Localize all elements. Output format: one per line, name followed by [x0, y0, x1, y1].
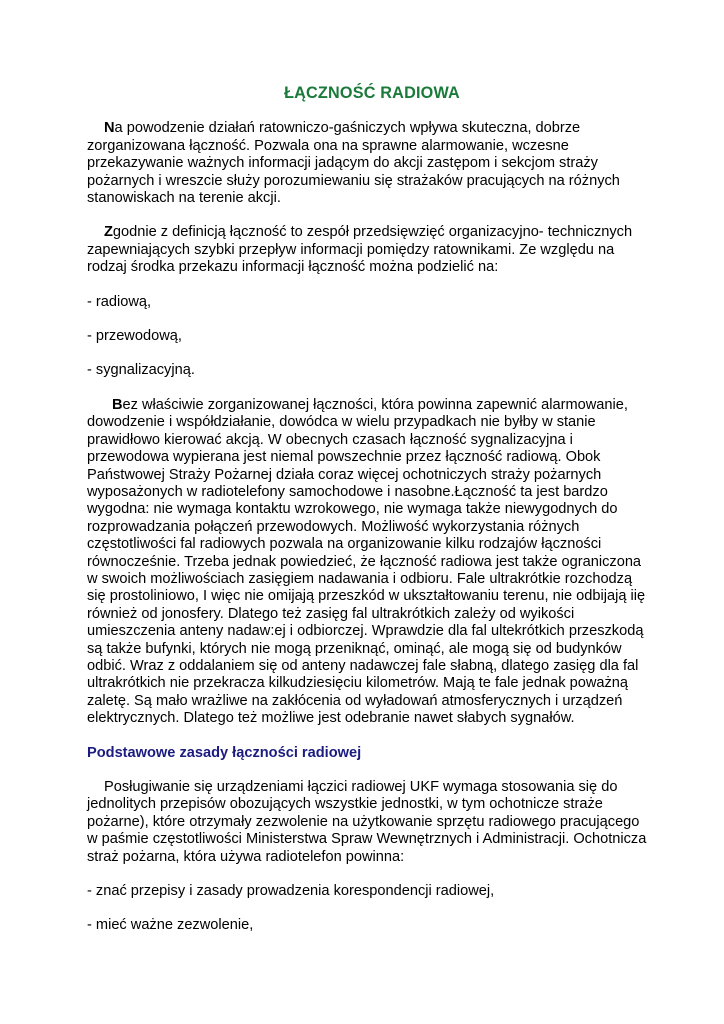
paragraph-radio-description-text: ez właściwie zorganizowanej łączności, która powinna zapewnić alarmowanie, dowodzenie i współdziałanie, dowódca w wielu przypadkach nie byłby w stanie prawidłowo kierować akcją. W obecnych czasach łączność sygnalizacyjna i przewodowa wypierana jest niemal powszechnie przez łączność radiową. Obok Państwowej Straży Pożarnej działa coraz więcej ochotniczych straży pożarnych wyposażonych w radiotelefony samochodowe i nasobne.Łączność ta jest bardzo wygodna: nie wymaga kontaktu wzrokowego, nie wymaga także niewygodnych do rozprowadzania połączeń przewodowych. Możliwość wykorzystania różnych częstotliwości fal radiowych pozwala na organizowanie kilku rodzajów łączności równocześnie. Trzeba jednak powiedzieć, że łączność radiowa jest także ograniczona w swoich możliwościach zasięgiem nadawania i odbioru. Fale ultrakrótkie rozchodzą się prostoliniowo, I więc nie omijają przeszkód w ukształtowaniu terenu, nie odbijają iię również od jonosfery. Dlatego też zasięg fal ultrakrótkich zależy od wyikości umieszczenia anteny nadaw:ej i odbiorczej. Wprawdzie dla fal ultekrótkich przeszkodą są także bufynki, których nie mogą przeniknąć, ominąć, ale mogą się od budynków odbić. Wraz z oddalaniem się od anteny nadawczej fale słabną, dlatego zasięg dla fal ultrakrótkich nie przekracza kilkudziesięciu kilometrów. Mają te fale jednak poważną zaletę. Są mało wrażliwe na zakłócenia od wyładowań atmosferycznych i urządzeń elektrycznych. Dlatego też możliwe jest odebranie nawet słabych sygnałów. — [87, 396, 646, 727]
list-item: - znać przepisy i zasady prowadzenia korespondencji radiowej, — [87, 883, 495, 900]
paragraph-rules: Posługiwanie się urządzeniami łączici radiowej UKF wymaga stosowania się do jednolitych przepisów obozujących wszystkie jednostki, w tym ochotnicze straże pożarne), które otrzymały zezwolenie na użytkowanie sprzętu radiowego pracującego w paśmie częstotliwości Ministerstwa Spraw Wewnętrznych i Administracji. Ochotnicza straż pożarna, która używa radiotelefon powinna: — [87, 779, 647, 865]
paragraph-definition-initial: Z — [104, 224, 113, 241]
list-item: - radiową, — [87, 293, 152, 310]
paragraph-intro-text: a powodzenie działań ratowniczo-gaśniczych wpływa skuteczna, dobrze zorganizowana łączność. Pozwala ona na sprawne alarmowanie, wczesne przekazywanie ważnych informacji jadącym do akcji zastępom i sekcjom straży pożarnych i wreszcie służy porozumiewaniu się strażaków pracujących na różnych stanowiskach na terenie akcji. — [87, 120, 620, 207]
paragraph-intro-initial: N — [104, 120, 115, 137]
paragraph-radio-description-initial: B — [112, 396, 123, 413]
list-item: - mieć ważne zezwolenie, — [87, 917, 254, 934]
paragraph-definition-text: godnie z definicją łączność to zespół przedsięwzięć organizacyjno- technicznych zapewniających szybki przepływ informacji pomiędzy ratownikami. Ze względu na rodzaj środka przekazu informacji łączność można podzielić na: — [87, 224, 633, 276]
section-heading: Podstawowe zasady łączności radiowej — [87, 744, 362, 761]
paragraph-definition — [87, 224, 647, 276]
list-item: - przewodową, — [87, 328, 182, 345]
page-title: ŁĄCZNOŚĆ RADIOWA — [284, 84, 460, 102]
paragraph-radio-description — [87, 397, 647, 728]
list-item: - sygnalizacyjną. — [87, 362, 195, 379]
paragraph-intro — [87, 120, 647, 207]
document-page — [87, 85, 647, 952]
